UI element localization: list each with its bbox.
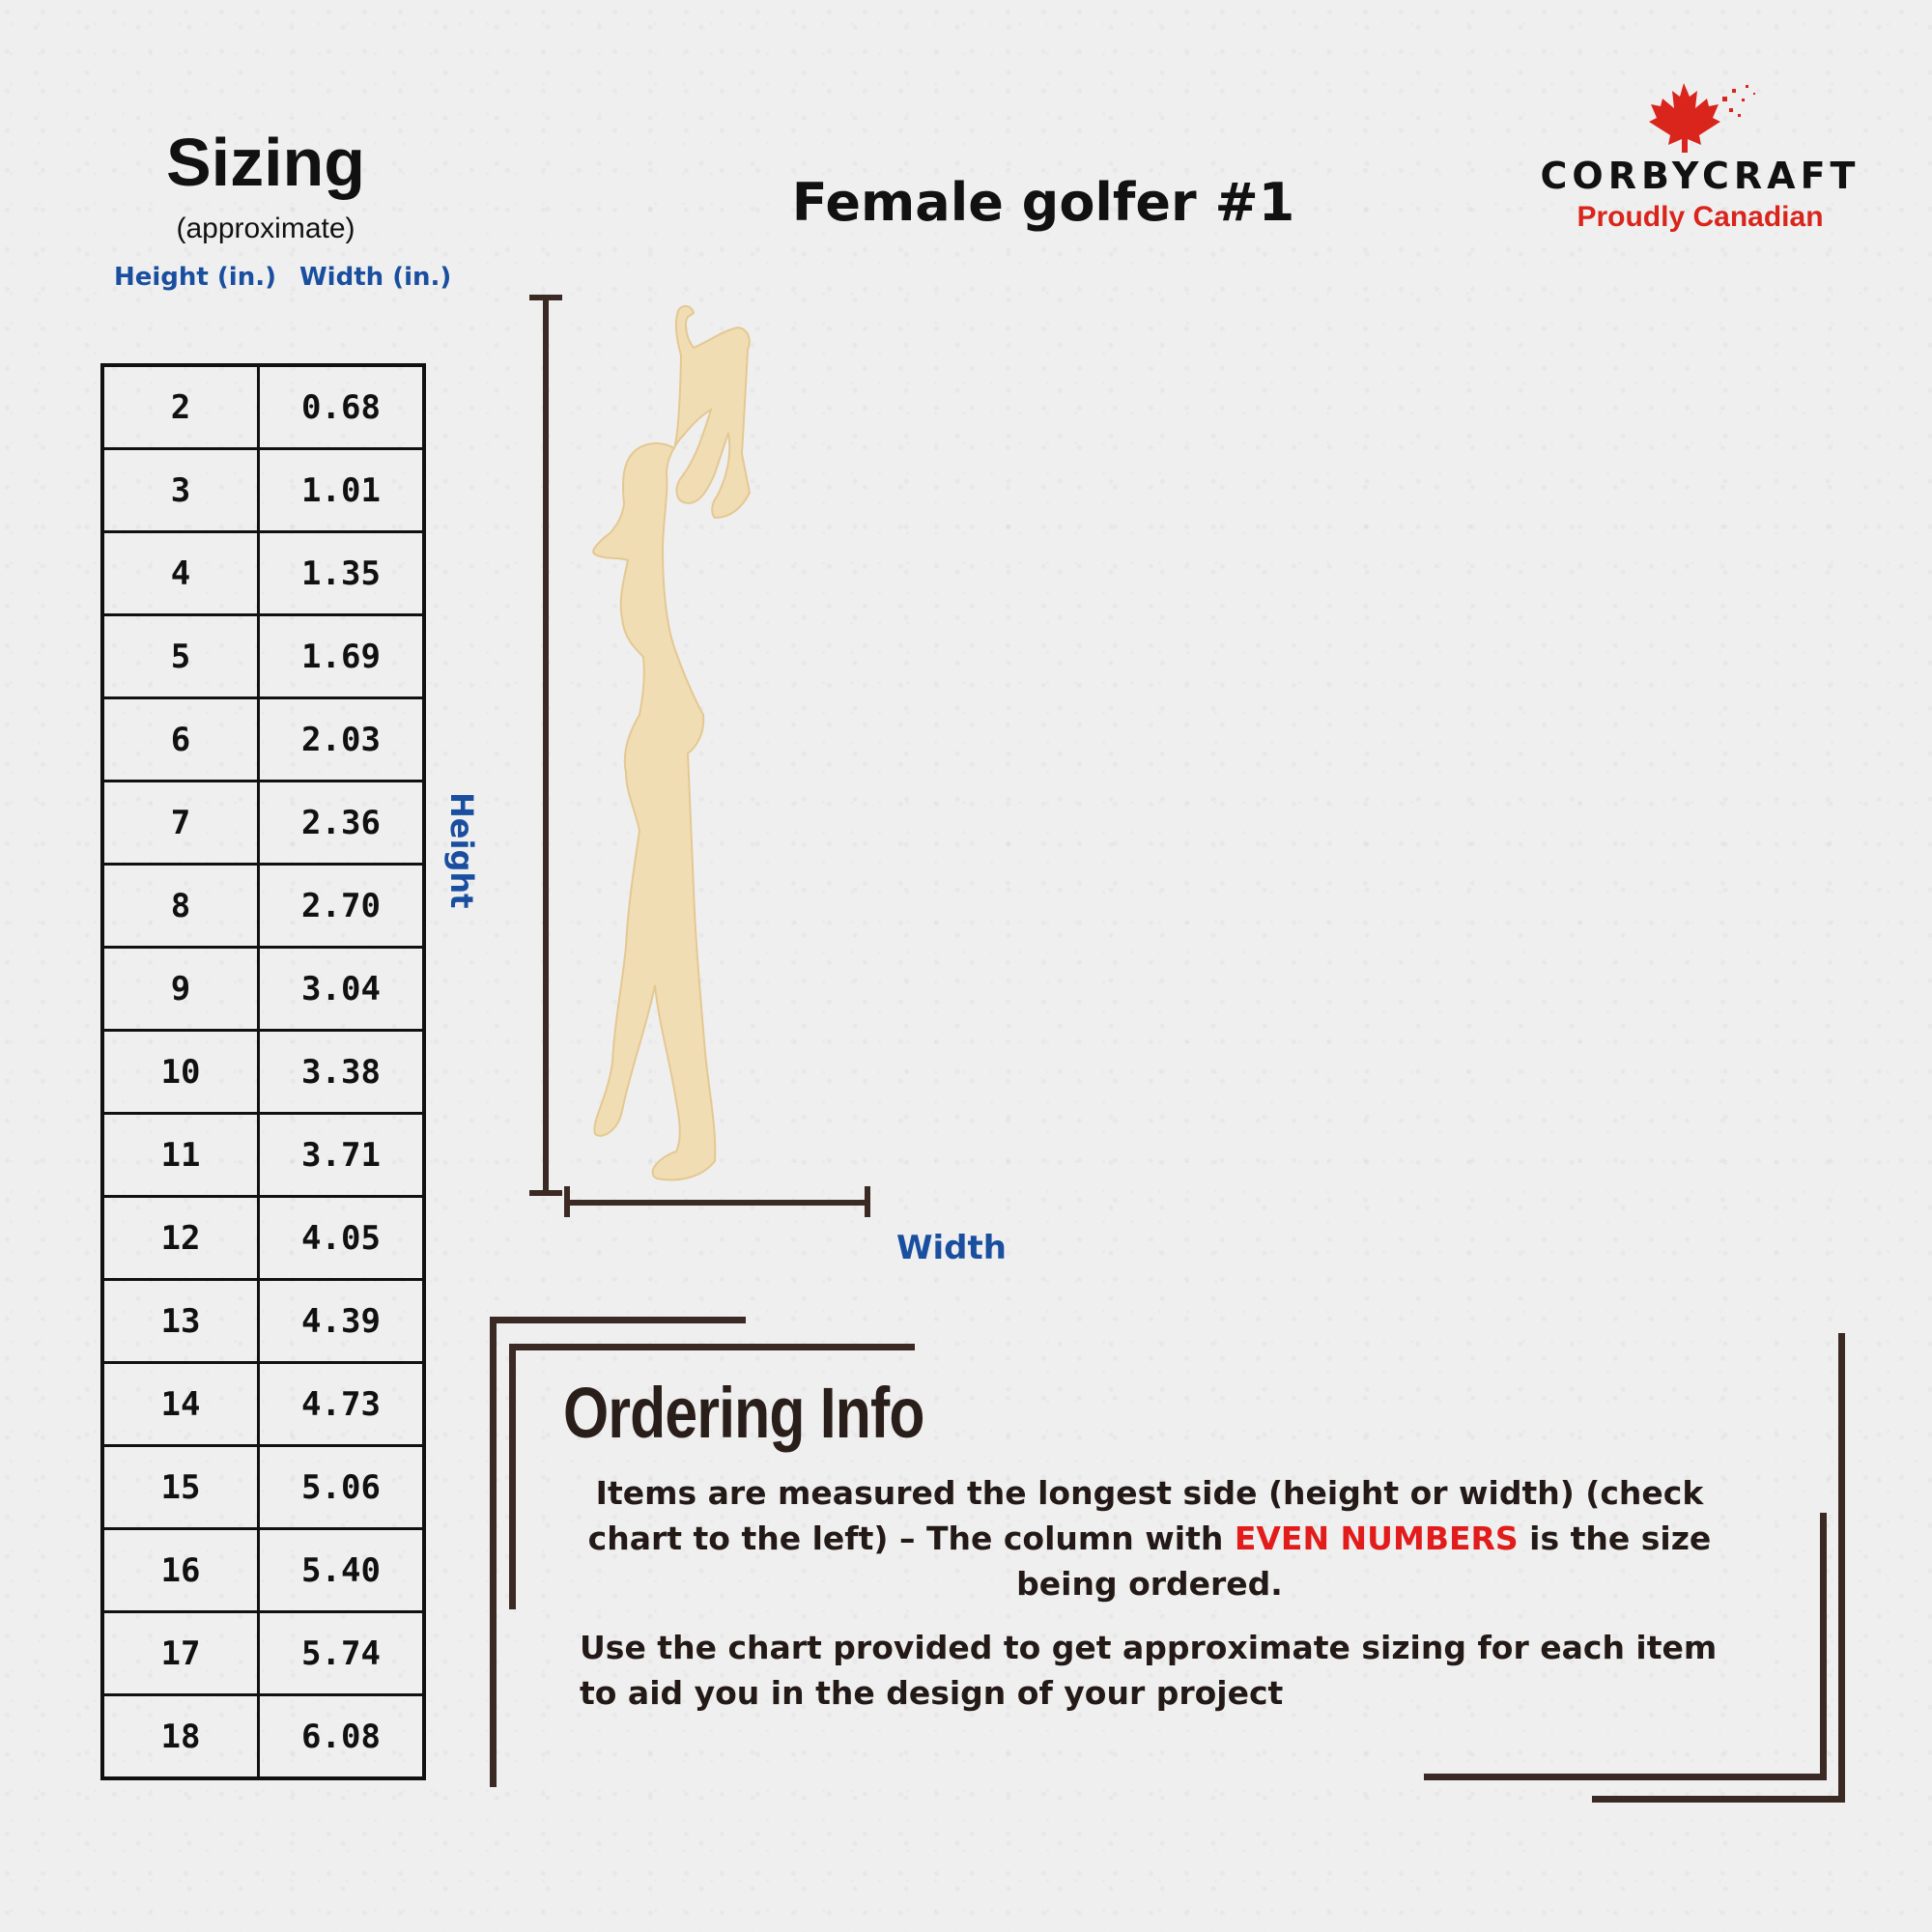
size-row bbox=[102, 1363, 424, 1446]
height-column-header: Height (in.) bbox=[114, 263, 276, 292]
logo-brand: CORBYCRAFT bbox=[1540, 155, 1861, 197]
height-cell: 3 bbox=[102, 449, 259, 532]
sizing-title: Sizing bbox=[165, 125, 366, 200]
height-dimension-line bbox=[529, 298, 562, 1193]
ordering-text-part: Items are measured the longest side (height or width) (check chart to the left) – The column with bbox=[587, 1474, 1704, 1557]
height-cell: 10 bbox=[102, 1031, 259, 1114]
width-cell: 2.03 bbox=[259, 698, 425, 781]
width-cell: 5.40 bbox=[259, 1529, 425, 1612]
height-cell: 17 bbox=[102, 1612, 259, 1695]
sizing-subtitle: (approximate) bbox=[176, 213, 355, 244]
width-cell: 1.01 bbox=[259, 449, 425, 532]
width-cell: 3.71 bbox=[259, 1114, 425, 1197]
height-cell: 14 bbox=[102, 1363, 259, 1446]
width-cell: 4.73 bbox=[259, 1363, 425, 1446]
width-cell: 6.08 bbox=[259, 1695, 425, 1779]
width-cell: 2.70 bbox=[259, 865, 425, 948]
frame-line-bottom-inner bbox=[1424, 1774, 1827, 1780]
height-label: Height bbox=[443, 792, 480, 909]
ordering-info-paragraph-1 bbox=[570, 1470, 1729, 1606]
size-row bbox=[102, 449, 424, 532]
width-cell: 0.68 bbox=[259, 365, 425, 449]
size-row bbox=[102, 948, 424, 1031]
width-cell: 1.69 bbox=[259, 615, 425, 698]
width-cell: 1.35 bbox=[259, 532, 425, 615]
frame-line-right-inner bbox=[1820, 1513, 1827, 1780]
size-row bbox=[102, 1197, 424, 1280]
width-label: Width bbox=[896, 1229, 1007, 1267]
golfer-figure bbox=[522, 290, 889, 1217]
frame-line-top-outer bbox=[490, 1317, 746, 1323]
maple-leaf-icon bbox=[1637, 79, 1773, 156]
ordering-info-paragraph-2: Use the chart provided to get approximate sizing for each item to aid you in the design of your project bbox=[580, 1629, 1718, 1712]
width-dimension-line bbox=[567, 1186, 867, 1217]
height-cell: 13 bbox=[102, 1280, 259, 1363]
even-numbers-highlight: EVEN NUMBERS bbox=[1234, 1520, 1519, 1557]
size-row bbox=[102, 365, 424, 449]
product-title: Female golfer #1 bbox=[791, 172, 1295, 233]
size-table bbox=[100, 363, 426, 1780]
height-cell: 6 bbox=[102, 698, 259, 781]
height-cell: 4 bbox=[102, 532, 259, 615]
height-cell: 11 bbox=[102, 1114, 259, 1197]
height-cell: 2 bbox=[102, 365, 259, 449]
size-row bbox=[102, 532, 424, 615]
height-cell: 18 bbox=[102, 1695, 259, 1779]
size-row bbox=[102, 1114, 424, 1197]
height-cell: 9 bbox=[102, 948, 259, 1031]
width-cell: 2.36 bbox=[259, 781, 425, 865]
frame-line-bottom-outer bbox=[1592, 1796, 1845, 1803]
size-row bbox=[102, 698, 424, 781]
size-row bbox=[102, 615, 424, 698]
height-cell: 16 bbox=[102, 1529, 259, 1612]
size-row bbox=[102, 1529, 424, 1612]
frame-line-left-outer bbox=[490, 1317, 497, 1787]
size-row bbox=[102, 1280, 424, 1363]
size-row bbox=[102, 1612, 424, 1695]
height-cell: 12 bbox=[102, 1197, 259, 1280]
width-cell: 3.38 bbox=[259, 1031, 425, 1114]
golfer-silhouette bbox=[593, 306, 750, 1180]
logo-tagline: Proudly Canadian bbox=[1577, 201, 1824, 233]
width-column-header: Width (in.) bbox=[299, 263, 452, 292]
size-row bbox=[102, 1031, 424, 1114]
size-table-body bbox=[102, 365, 424, 1778]
frame-line-top-inner bbox=[509, 1344, 915, 1350]
frame-line-left-inner bbox=[509, 1344, 516, 1609]
height-cell: 15 bbox=[102, 1446, 259, 1529]
size-row bbox=[102, 1446, 424, 1529]
size-row bbox=[102, 781, 424, 865]
ordering-info-title: Ordering Info bbox=[563, 1373, 924, 1453]
size-row bbox=[102, 1695, 424, 1779]
width-cell: 4.39 bbox=[259, 1280, 425, 1363]
width-cell: 5.74 bbox=[259, 1612, 425, 1695]
ordering-text-part: is the size being ordered. bbox=[1016, 1520, 1712, 1603]
size-row bbox=[102, 865, 424, 948]
height-cell: 8 bbox=[102, 865, 259, 948]
width-cell: 3.04 bbox=[259, 948, 425, 1031]
height-cell: 7 bbox=[102, 781, 259, 865]
frame-line-right-outer bbox=[1838, 1333, 1845, 1803]
width-cell: 5.06 bbox=[259, 1446, 425, 1529]
width-cell: 4.05 bbox=[259, 1197, 425, 1280]
height-cell: 5 bbox=[102, 615, 259, 698]
